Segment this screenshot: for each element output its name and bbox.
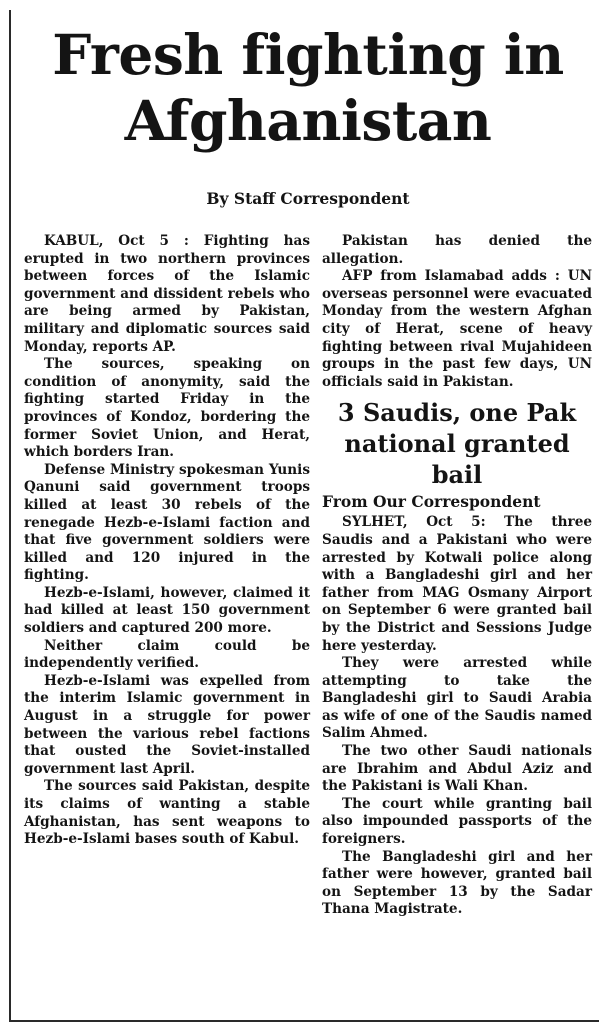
paragraph: The sources said Pakistan, despite its claims of wanting a stable Afghanistan, has sent weapons to Hezb-e-Islami bases south of Kabul.: [24, 778, 310, 848]
paragraph: The two other Saudi nationals are Ibrahim and Abdul Aziz and the Pakistani is Wali Khan.: [322, 743, 592, 795]
byline: By Staff Correspondent: [206, 189, 410, 208]
headline-line-1: Fresh fighting in: [52, 22, 564, 87]
paragraph: The court while granting bail also impounded passports of the foreigners.: [322, 795, 592, 848]
paragraph: Defense Ministry spokesman Yunis Qanuni said government troops killed at least 30 rebels of the renegade Hezb-e-Islami faction and that five government soldiers were killed and 120 injured in the fighting.: [24, 461, 310, 584]
paragraph: AFP from Islamabad adds : UN overseas personnel were evacuated Monday from the western Afghan city of Herat, scene of heavy fighting between rival Mujahideen groups in the past few days, UN officials said in Pakistan.: [322, 268, 592, 390]
column-rule-bottom: [9, 1020, 599, 1022]
article-column-right: [322, 233, 592, 919]
headline: [14, 22, 602, 154]
paragraph: The sources, speaking on condition of anonymity, said the fighting started Friday in the provinces of Kondoz, bordering the former Soviet Union, and Herat, which borders Iran.: [24, 356, 310, 461]
column-rule-left: [9, 10, 11, 1020]
article-column-left: [24, 233, 310, 849]
headline-line-2: Afghanistan: [124, 88, 492, 153]
paragraph: The Bangladeshi girl and her father were however, granted bail on September 13 by the Sadar Thana Magistrate.: [322, 848, 592, 918]
paragraph: KABUL, Oct 5 : Fighting has erupted in two northern provinces between forces of the Islamic government and dissident rebels who are being armed by Pakistan, military and diplomatic sources said Monday, reports AP.: [24, 233, 310, 355]
paragraph: Hezb-e-Islami, however, claimed it had killed at least 150 government soldiers and captured 200 more.: [24, 584, 310, 637]
paragraph: They were arrested while attempting to take the Bangladeshi girl to Saudi Arabia as wife of one of the Saudis named Salim Ahmed.: [322, 655, 592, 742]
paragraph: SYLHET, Oct 5: The three Saudis and a Pakistani who were arrested by Kotwali police along with a Bangladeshi girl and her father from MAG Osmany Airport on September 6 were granted bail by the District and Sessions Judge here yesterday.: [322, 514, 592, 654]
second-headline: 3 Saudis, one Pak national granted bail: [337, 398, 577, 490]
paragraph: Neither claim could be independently verified.: [24, 637, 310, 672]
paragraph: Hezb-e-Islami was expelled from the interim Islamic government in August in a struggle for power between the various rebel factions that ousted the Soviet-installed government last April.: [24, 672, 310, 777]
second-byline: From Our Correspondent: [322, 492, 541, 512]
paragraph: Pakistan has denied the allegation.: [322, 233, 592, 267]
